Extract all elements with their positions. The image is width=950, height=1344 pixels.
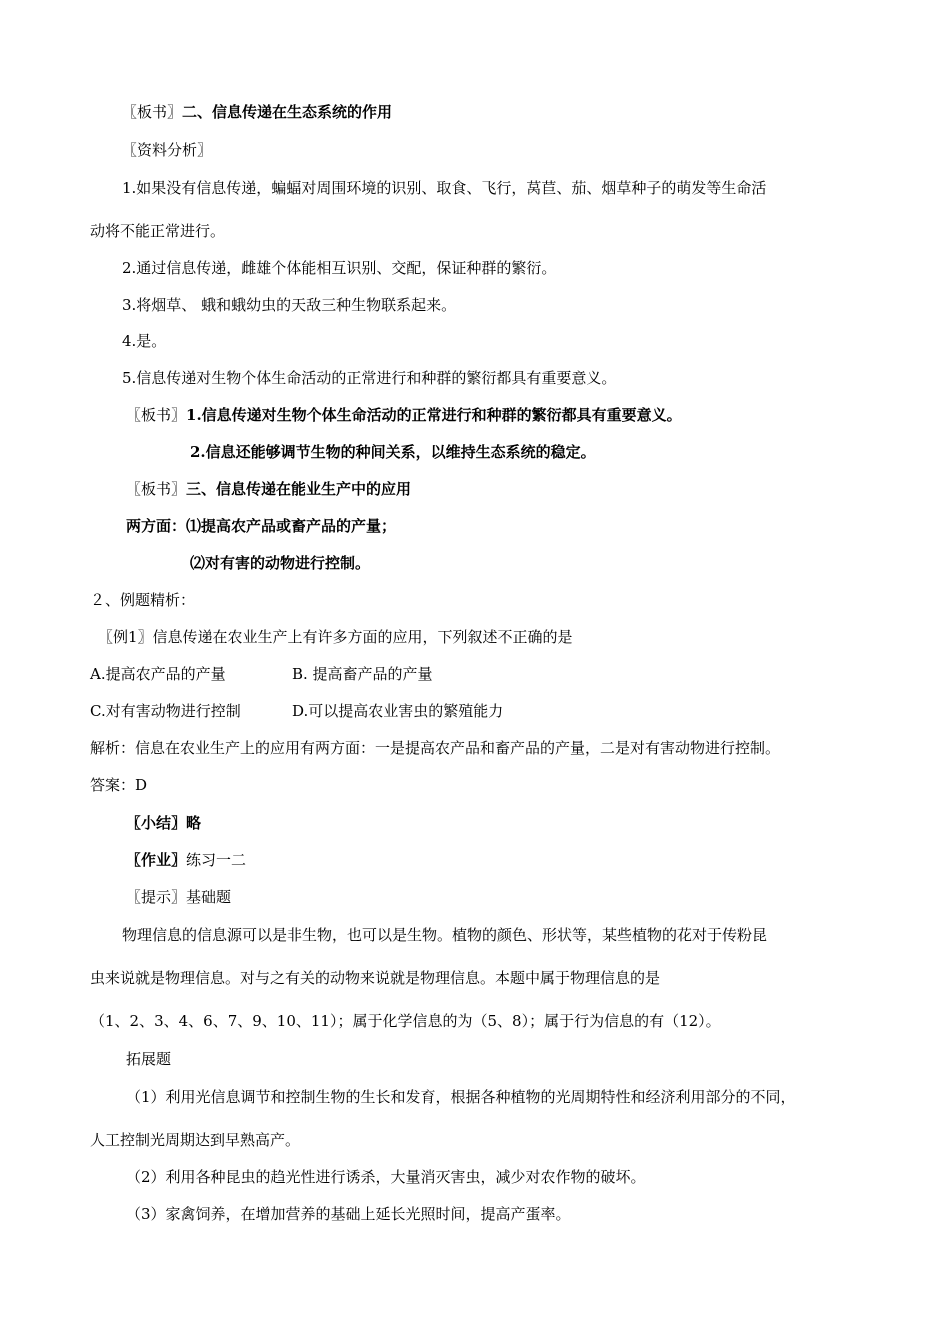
section3-heading-line xyxy=(126,479,411,499)
option-c: C.对有害动物进行控制 xyxy=(90,702,241,720)
board-tag: 〖板书〗 xyxy=(126,480,187,498)
option-d: D.可以提高农业害虫的繁殖能力 xyxy=(292,702,504,720)
option-b: B. 提高畜产品的产量 xyxy=(292,665,433,683)
hint-line1: 物理信息的信息源可以是非生物，也可以是生物。植物的颜色、形状等，某些植物的花对于传粉昆 xyxy=(122,926,768,944)
board-point1-line xyxy=(126,405,682,425)
board-point2: 2.信息还能够调节生物的种间关系，以维持生态系统的稳定。 xyxy=(190,443,596,461)
hint-label: 〖提示〗基础题 xyxy=(126,888,232,906)
section2-heading-line xyxy=(122,102,392,122)
board-point1: 1.信息传递对生物个体生命活动的正常进行和种群的繁衍都具有重要意义。 xyxy=(186,406,682,424)
aspects-line1: 两方面：⑴提高农产品或畜产品的产量； xyxy=(126,517,397,535)
item1-line1: 1.如果没有信息传递，蝙蝠对周围环境的识别、取食、飞行，莴苣、茄、烟草种子的萌发等生命活 xyxy=(122,179,767,197)
board-tag: 〖板书〗 xyxy=(126,406,187,424)
option-a: A.提高农产品的产量 xyxy=(90,665,226,683)
example-analysis: 解析：信息在农业生产上的应用有两方面：一是提高农产品和畜产品的产量，二是对有害动物进行控制。 xyxy=(90,739,781,757)
summary-label: 〖小结〗略 xyxy=(126,814,202,832)
section3-heading: 三、信息传递在能业生产中的应用 xyxy=(186,480,412,498)
homework-text: 练习一二 xyxy=(186,851,247,869)
extension-label: 拓展题 xyxy=(126,1050,172,1068)
section2-heading: 二、信息传递在生态系统的作用 xyxy=(182,103,393,121)
hint-line3: （1、2、3、4、6、7、9、10、11）；属于化学信息的为（5、8）；属于行为信息的有（12）。 xyxy=(90,1012,721,1030)
ext3: （3）家禽饲养，在增加营养的基础上延长光照时间，提高产蛋率。 xyxy=(126,1205,571,1223)
item4: 4.是。 xyxy=(122,332,167,350)
example-question: 〖例1〗信息传递在农业生产上有许多方面的应用，下列叙述不正确的是 xyxy=(98,628,573,646)
example-answer: 答案：D xyxy=(90,776,148,794)
ext1-line1: （1）利用光信息调节和控制生物的生长和发育，根据各种植物的光周期特性和经济利用部分的不同， xyxy=(126,1088,796,1106)
homework-line xyxy=(126,850,246,870)
item5: 5.信息传递对生物个体生命活动的正常进行和种群的繁衍都具有重要意义。 xyxy=(122,369,617,387)
analysis-tag: 〖资料分析〗 xyxy=(122,141,213,159)
aspects-line2: ⑵对有害的动物进行控制。 xyxy=(190,554,371,572)
ext2: （2）利用各种昆虫的趋光性进行诱杀，大量消灭害虫，减少对农作物的破坏。 xyxy=(126,1168,646,1186)
hint-line2: 虫来说就是物理信息。对与之有关的动物来说就是物理信息。本题中属于物理信息的是 xyxy=(90,969,661,987)
homework-label: 〖作业〗 xyxy=(126,851,187,869)
item3: 3.将烟草、 蛾和蛾幼虫的天敌三种生物联系起来。 xyxy=(122,296,457,314)
item2: 2.通过信息传递，雌雄个体能相互识别、交配，保证种群的繁衍。 xyxy=(122,259,557,277)
board-tag: 〖板书〗 xyxy=(122,103,183,121)
ext1-line2: 人工控制光周期达到早熟高产。 xyxy=(90,1131,301,1149)
item1-line2: 动将不能正常进行。 xyxy=(90,222,226,240)
example-title: ２、例题精析： xyxy=(90,591,196,609)
